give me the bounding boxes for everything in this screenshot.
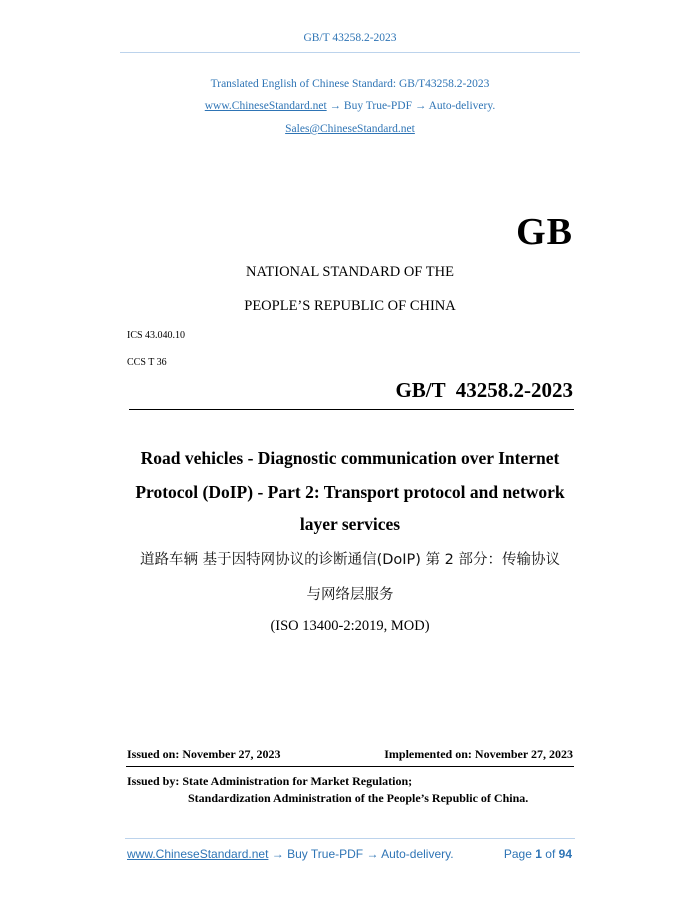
issued-by-line2: Standardization Administration of the People’s Republic of China. (188, 791, 529, 805)
buy-text: → Buy True-PDF → Auto-delivery. (326, 100, 496, 112)
standard-number-rule (129, 409, 574, 410)
national-standard-line1: NATIONAL STANDARD OF THE (246, 264, 454, 280)
chinese-title-line-1: 道路车辆 基于因特网协议的诊断通信(DoIP) 第 2 部分：传输协议 (139, 552, 561, 568)
title-line-2: Protocol (DoIP) - Part 2: Transport protocol and network (135, 482, 565, 502)
title-line-1: Road vehicles - Diagnostic communication over Internet (140, 448, 560, 468)
site-link[interactable]: www.ChineseStandard.net (204, 100, 327, 112)
page-label: Page (503, 847, 532, 861)
ics-code: ICS 43.040.10 (127, 330, 186, 341)
issued-by-line1: Issued by: State Administration for Market Regulation; (127, 774, 413, 788)
footer-buy-text: → Buy True-PDF → Auto-delivery. (268, 847, 454, 861)
page-of-label: of (545, 847, 556, 861)
footer-promo (127, 847, 454, 861)
header-divider (120, 52, 580, 53)
chinese-title-line-2: 与网络层服务 (306, 587, 394, 603)
translation-notice: Translated English of Chinese Standard: GB/T43258.2-2023 (210, 78, 490, 90)
page-current: 1 (535, 847, 542, 861)
standard-number: GB/T 43258.2-2023 (395, 378, 573, 402)
page-indicator (504, 847, 572, 861)
footer-divider (125, 838, 575, 839)
email-line (0, 123, 700, 135)
title-line-3: layer services (299, 514, 401, 534)
ccs-code: CCS T 36 (127, 357, 167, 368)
gb-mark: GB (516, 211, 573, 253)
issued-on-date: Issued on: November 27, 2023 (127, 747, 281, 761)
implemented-on-date: Implemented on: November 27, 2023 (384, 747, 573, 761)
iso-reference: (ISO 13400-2:2019, MOD) (270, 618, 430, 634)
email-link[interactable]: Sales@ChineseStandard.net (285, 123, 415, 135)
page-total: 94 (558, 847, 572, 861)
national-standard-line2: PEOPLE’S REPUBLIC OF CHINA (244, 298, 456, 314)
page-header-title: GB/T 43258.2-2023 (303, 32, 397, 44)
dates-rule (126, 766, 574, 767)
promo-line (0, 100, 700, 112)
footer-site-link[interactable]: www.ChineseStandard.net (127, 847, 269, 861)
